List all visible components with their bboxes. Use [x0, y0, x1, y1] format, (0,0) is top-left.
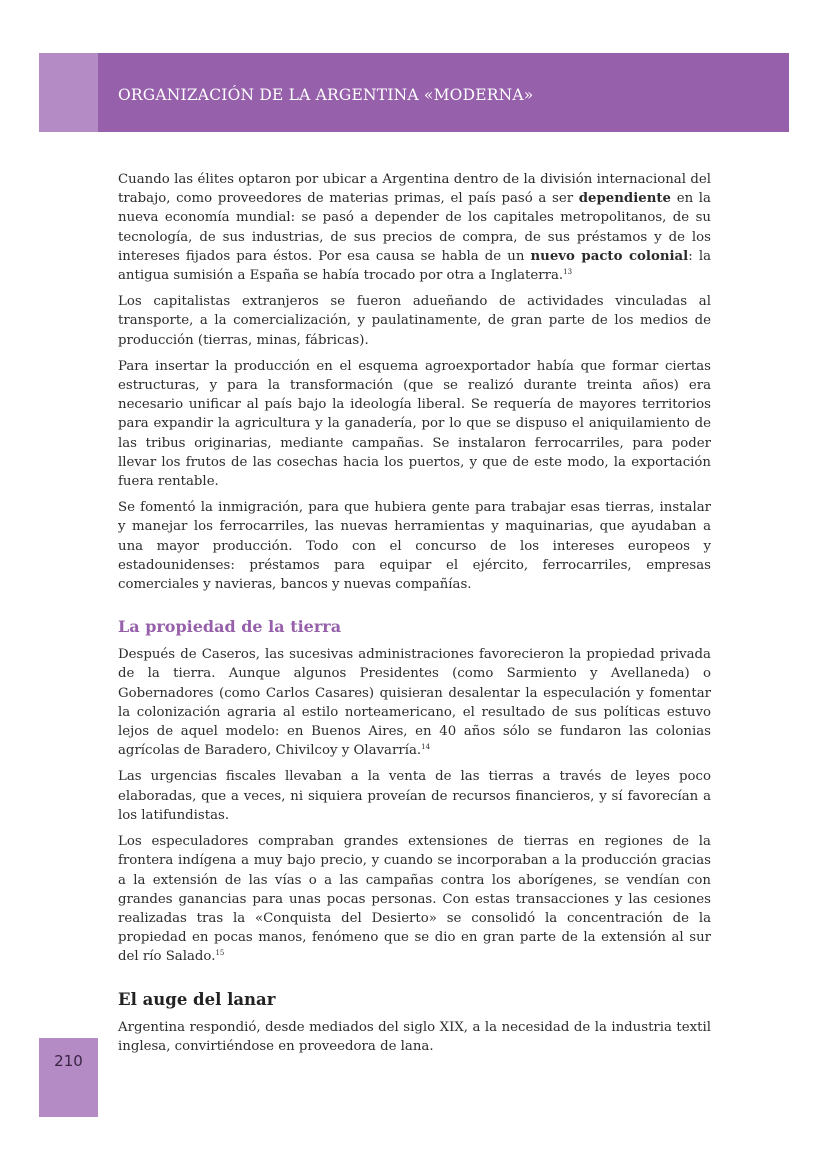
chapter-header: [39, 53, 789, 132]
section-heading-lanar: El auge del lanar: [118, 989, 276, 1009]
header-tab-decoration: [39, 53, 98, 132]
chapter-title: ORGANIZACIÓN DE LA ARGENTINA «MODERNA»: [118, 86, 534, 104]
section-heading-propiedad: La propiedad de la tierra: [118, 617, 342, 637]
footnote-ref: 14: [421, 743, 431, 752]
paragraph-dependencia: Cuando las élites optaron por ubicar a Argentina dentro de la división internacional del trabajo, como proveedores de materias primas, el país pasó a ser dependiente en la nueva economía mundial: se pasó a depender de los capitales metropolitanos, de su tecnología, de sus industrias, de sus precios de compra, de sus préstamos y de los intereses fijados para éstos. Por esa causa se habla de un nuevo pacto colonial: la antigua sumisión a España se había trocado por otra a Inglaterra.$^{13}$: [118, 172, 712, 284]
paragraph-caseros: Después de Caseros, las sucesivas administraciones favorecieron la propiedad privada de la tierra. Aunque algunos Presidentes (como Sarmiento y Avellaneda) o Gobernadores (como Carlos Casares) quisieran desalentar la especulación y fomentar la colonización agraria al estilo norteamericano, el resultado de sus políticas estuvo lejos de aquel modelo: en Buenos Aires, en 40 años sólo se fundaron las colonias agrícolas de Baradero, Chivilcoy y Olavarría.$^{14}$: [118, 647, 711, 759]
paragraph-especuladores: Los especuladores compraban grandes extensiones de tierras en regiones de la frontera indígena a muy bajo precio, y cuando se incorporaban a la producción gracias a la extensión de las vías o a las campañas contra los aborígenes, se vendían con grandes ganancias para unas pocas personas. Con estas transacciones y las cesiones realizadas tras la «Conquista del Desierto» se consolidó la concentración de la propiedad en pocas manos, fenómeno que se dio en gran parte de la extensión al sur del río Salado.$^{15}$: [118, 834, 711, 965]
footnote-ref: 13: [563, 268, 573, 277]
term-dependiente: dependiente: [578, 191, 672, 207]
page-number-tab: [39, 1038, 98, 1117]
term-nuevo-pacto-colonial: nuevo pacto colonial: [530, 248, 689, 264]
paragraph-agroexportador: Para insertar la producción en el esquema agroexportador había que formar ciertas estructuras, y para la transformación (que se realizó durante treinta años) era necesario unificar al país bajo la ideología liberal. Se requería de mayores territorios para expandir la agricultura y la ganadería, por lo que se dispuso el aniquilamiento de las tribus originarias, mediante campañas. Se instalaron ferrocarriles, para poder llevar los frutos de las cosechas hacia los puertos, y que de este modo, la exportación fuera rentable.: [118, 358, 711, 490]
paragraph-urgencias-fiscales: Las urgencias fiscales llevaban a la venta de las tierras a través de leyes poco elaboradas, que a veces, ni siquiera proveían de recursos financieros, y sí favorecían a los latifundistas.: [118, 769, 711, 823]
page-number: 210: [54, 1052, 83, 1070]
footnote-ref: 15: [215, 949, 225, 958]
page-body: [118, 170, 711, 1063]
paragraph-capitalistas: Los capitalistas extranjeros se fueron adueñando de actividades vinculadas al transporte, a la comercialización, y paulatinamente, de gran parte de los medios de producción (tierras, minas, fábricas).: [118, 294, 711, 348]
paragraph-inmigracion: Se fomentó la inmigración, para que hubiera gente para trabajar esas tierras, instalar y manejar los ferrocarriles, las nuevas herramientas y maquinarias, que ayudaban a una mayor producción. Todo con el concurso de los intereses europeos y estadounidenses: préstamos para equipar el ejército, ferrocarriles, empresas comerciales y navieras, bancos y nuevas compañías.: [118, 500, 711, 593]
paragraph-lana: Argentina respondió, desde mediados del siglo XIX, a la necesidad de la industria textil inglesa, convirtiéndose en proveedora de lana.: [118, 1019, 711, 1054]
